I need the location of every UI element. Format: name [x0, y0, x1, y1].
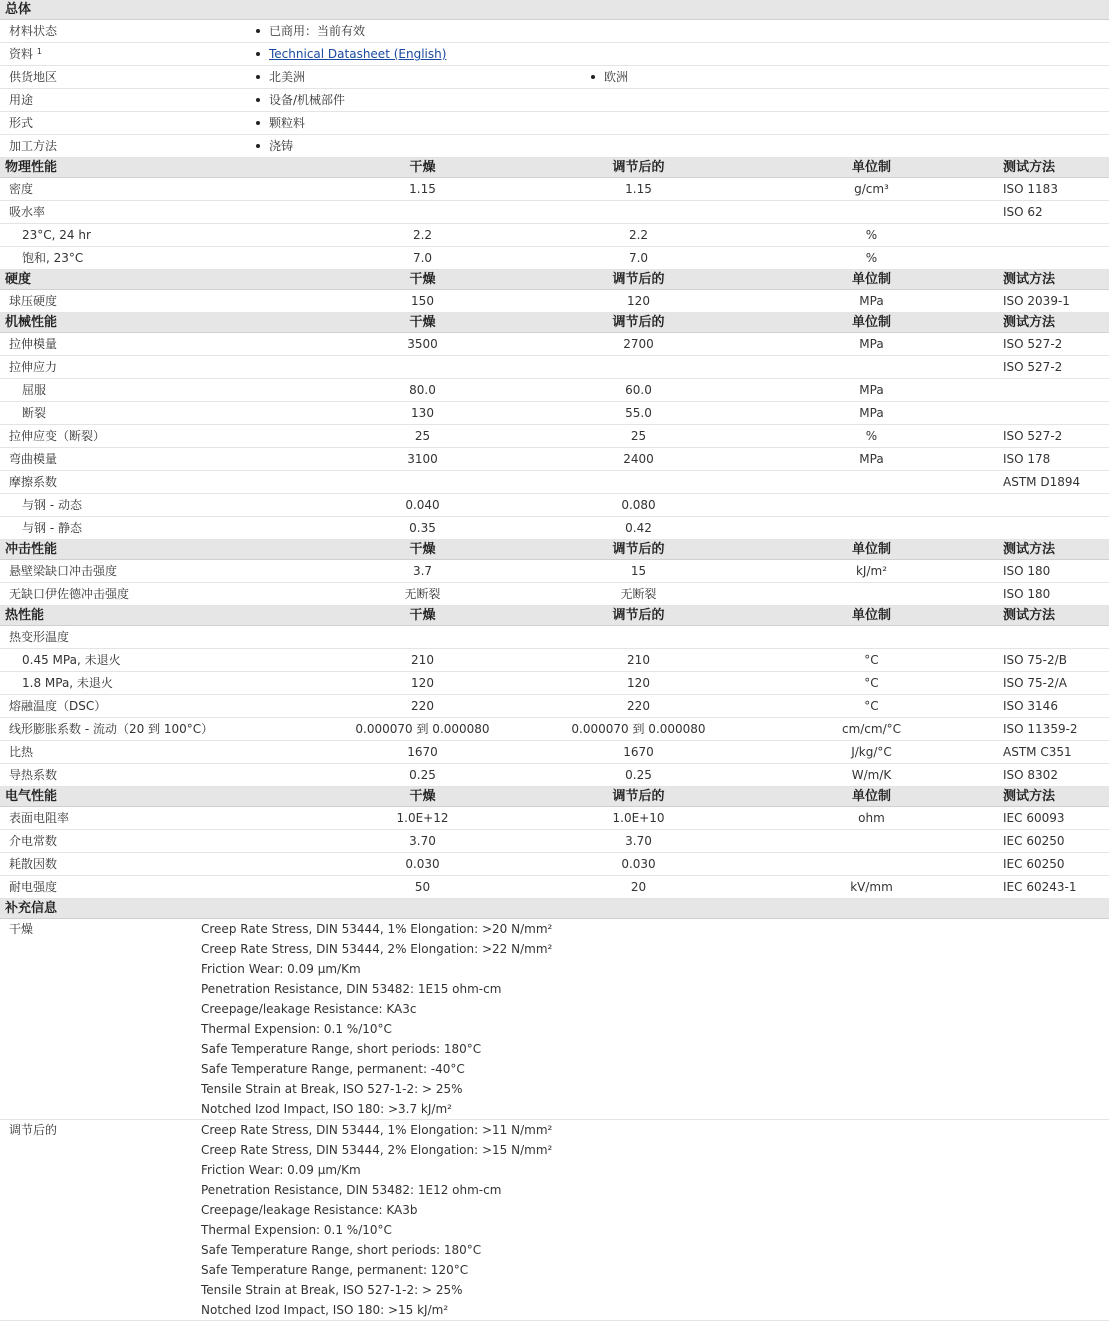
property-row [0, 448, 1109, 471]
property-row [0, 764, 1109, 787]
unit: % [865, 228, 878, 242]
value-conditioned: 7.0 [628, 251, 649, 265]
property-label: 耗散因数 [9, 857, 58, 871]
section-header [0, 787, 1109, 807]
column-header-unit: 单位制 [851, 542, 891, 557]
supplementary-item: Penetration Resistance, DIN 53482: 1E15 ohm-cm [201, 982, 502, 996]
property-row [0, 494, 1109, 517]
property-label: 拉伸模量 [9, 337, 58, 351]
column-header-unit: 单位制 [851, 789, 891, 804]
property-label: 饱和, 23°C [22, 251, 84, 265]
supplementary-item: Safe Temperature Range, permanent: -40°C [201, 1062, 465, 1076]
bullet-icon [591, 75, 595, 79]
value-dry: 0.030 [405, 857, 440, 871]
unit: MPa [859, 337, 884, 351]
value-conditioned: 1.0E+10 [612, 811, 665, 825]
info-value-text: 已商用：当前有效 [269, 24, 366, 38]
value-conditioned: 2.2 [628, 228, 649, 242]
info-value [256, 66, 305, 89]
info-value [591, 66, 628, 89]
test-method: IEC 60250 [1003, 834, 1065, 848]
value-dry: 80.0 [409, 383, 436, 397]
bullet-icon [256, 144, 260, 148]
column-header-unit: 单位制 [851, 608, 891, 623]
info-row-status [0, 20, 1109, 43]
supplementary-item: Tensile Strain at Break, ISO 527-1-2: > 25% [201, 1283, 463, 1297]
test-method: ISO 1183 [1003, 182, 1058, 196]
column-header-test-method: 测试方法 [1003, 542, 1056, 557]
property-label: 介电常数 [9, 834, 58, 848]
test-method: IEC 60093 [1003, 811, 1065, 825]
info-label: 供货地区 [9, 70, 58, 84]
value-dry: 220 [411, 699, 434, 713]
unit: °C [864, 676, 879, 690]
column-header-test-method: 测试方法 [1003, 315, 1056, 330]
value-dry: 210 [411, 653, 434, 667]
value-dry: 150 [411, 294, 434, 308]
property-row [0, 718, 1109, 741]
bullet-icon [256, 121, 260, 125]
section-title: 热性能 [5, 608, 45, 623]
test-method: ASTM C351 [1003, 745, 1072, 759]
value-conditioned: 25 [630, 429, 647, 443]
info-row-documents [0, 43, 1109, 66]
supplementary-item: Notched Izod Impact, ISO 180: >15 kJ/m² [201, 1303, 449, 1317]
unit: kJ/m² [855, 564, 888, 578]
test-method: ISO 527-2 [1003, 429, 1063, 443]
bullet-icon [256, 75, 260, 79]
value-dry: 0.000070 到 0.000080 [355, 722, 490, 736]
info-label-text: 资料 [9, 47, 34, 61]
property-label: 表面电阻率 [9, 811, 70, 825]
section-title: 电气性能 [5, 789, 58, 804]
value-conditioned: 0.25 [625, 768, 652, 782]
supplementary-item: Penetration Resistance, DIN 53482: 1E12 ohm-cm [201, 1183, 502, 1197]
supplementary-info [0, 919, 1109, 1321]
section-header-general [0, 0, 1109, 20]
column-header-dry: 干燥 [409, 542, 436, 557]
value-conditioned: 3.70 [625, 834, 652, 848]
value-dry: 1670 [407, 745, 438, 759]
info-value [256, 20, 365, 43]
property-label: 吸水率 [9, 205, 46, 219]
info-value [256, 43, 446, 66]
value-conditioned: 120 [627, 676, 650, 690]
unit: MPa [859, 452, 884, 466]
test-method: ISO 527-2 [1003, 337, 1063, 351]
property-label: 悬壁梁缺口冲击强度 [9, 564, 118, 578]
bullet-icon [256, 52, 260, 56]
supplementary-item: Notched Izod Impact, ISO 180: >3.7 kJ/m² [201, 1102, 452, 1116]
property-label: 线形膨胀系数 - 流动（20 到 100°C） [9, 722, 214, 736]
property-label: 与钢 - 静态 [22, 521, 82, 535]
info-label: 用途 [9, 93, 34, 107]
supplementary-group-label: 调节后的 [9, 1123, 58, 1137]
property-row [0, 224, 1109, 247]
supplementary-list [0, 919, 1109, 1119]
value-conditioned: 20 [630, 880, 647, 894]
column-header-test-method: 测试方法 [1003, 789, 1056, 804]
supplementary-item: Creepage/leakage Resistance: KA3c [201, 1002, 417, 1016]
property-row [0, 379, 1109, 402]
section-title: 总体 [5, 2, 32, 17]
supplementary-item: Safe Temperature Range, short periods: 180°C [201, 1042, 482, 1056]
supplementary-group-label: 干燥 [9, 922, 34, 936]
value-dry: 130 [411, 406, 434, 420]
test-method: ISO 180 [1003, 564, 1051, 578]
property-label: 热变形温度 [9, 630, 70, 644]
unit: ohm [858, 811, 885, 825]
property-row [0, 517, 1109, 540]
property-label: 摩擦系数 [9, 475, 58, 489]
property-row [0, 178, 1109, 201]
section-header-supplementary [0, 899, 1109, 919]
info-value-text: 欧洲 [604, 70, 629, 84]
value-dry: 无断裂 [404, 587, 441, 601]
value-dry: 3.7 [412, 564, 433, 578]
unit: MPa [859, 406, 884, 420]
property-row [0, 741, 1109, 764]
section-header [0, 158, 1109, 178]
test-method: ISO 62 [1003, 205, 1043, 219]
property-sections [0, 158, 1109, 899]
column-header-conditioned: 调节后的 [612, 789, 665, 804]
value-conditioned: 1670 [623, 745, 654, 759]
info-value [256, 112, 305, 135]
section-header [0, 540, 1109, 560]
column-header-test-method: 测试方法 [1003, 608, 1056, 623]
test-method: ASTM D1894 [1003, 475, 1081, 489]
value-conditioned: 2400 [623, 452, 654, 466]
property-row [0, 649, 1109, 672]
property-label: 23°C, 24 hr [22, 228, 91, 242]
supplementary-item: Thermal Expension: 0.1 %/10°C [201, 1223, 392, 1237]
property-row [0, 471, 1109, 494]
test-method: ISO 75-2/A [1003, 676, 1067, 690]
value-dry: 50 [414, 880, 431, 894]
property-row [0, 695, 1109, 718]
property-row [0, 853, 1109, 876]
info-value [256, 135, 293, 158]
supplementary-item: Friction Wear: 0.09 µm/Km [201, 1163, 361, 1177]
info-value-text: 颗粒料 [269, 116, 306, 130]
unit: °C [864, 653, 879, 667]
value-conditioned: 220 [627, 699, 650, 713]
property-label: 屈服 [22, 383, 47, 397]
info-value-text: 北美洲 [269, 70, 306, 84]
property-row [0, 876, 1109, 899]
column-header-conditioned: 调节后的 [612, 160, 665, 175]
property-label: 导热系数 [9, 768, 58, 782]
section-header [0, 606, 1109, 626]
column-header-conditioned: 调节后的 [612, 608, 665, 623]
value-dry: 0.040 [405, 498, 440, 512]
value-dry: 3.70 [409, 834, 436, 848]
property-row [0, 333, 1109, 356]
unit: MPa [859, 383, 884, 397]
info-value-text: 设备/机械部件 [269, 93, 346, 107]
column-header-conditioned: 调节后的 [612, 315, 665, 330]
unit: kV/mm [850, 880, 893, 894]
test-method: IEC 60250 [1003, 857, 1065, 871]
test-method: ISO 178 [1003, 452, 1051, 466]
test-method: IEC 60243-1 [1003, 880, 1077, 894]
property-row [0, 247, 1109, 270]
section-title: 冲击性能 [5, 542, 58, 557]
section-header [0, 270, 1109, 290]
column-header-conditioned: 调节后的 [612, 272, 665, 287]
test-method: ISO 11359-2 [1003, 722, 1078, 736]
section-title: 物理性能 [5, 160, 58, 175]
info-label: 材料状态 [9, 24, 58, 38]
supplementary-item: Creep Rate Stress, DIN 53444, 2% Elongation: >22 N/mm² [201, 942, 553, 956]
unit: cm/cm/°C [841, 722, 902, 736]
info-row-forms [0, 112, 1109, 135]
property-row [0, 402, 1109, 425]
unit: W/m/K [851, 768, 892, 782]
property-label: 无缺口伊佐德冲击强度 [9, 587, 130, 601]
property-label: 密度 [9, 182, 34, 196]
supplementary-item: Creep Rate Stress, DIN 53444, 2% Elongation: >15 N/mm² [201, 1143, 553, 1157]
column-header-dry: 干燥 [409, 160, 436, 175]
unit: MPa [859, 294, 884, 308]
supplementary-group [0, 919, 1109, 1120]
info-value [256, 89, 345, 112]
value-conditioned: 210 [627, 653, 650, 667]
column-header-test-method: 测试方法 [1003, 160, 1056, 175]
unit: % [865, 251, 878, 265]
supplementary-item: Thermal Expension: 0.1 %/10°C [201, 1022, 392, 1036]
value-dry: 25 [414, 429, 431, 443]
value-conditioned: 0.080 [621, 498, 656, 512]
value-conditioned: 0.42 [625, 521, 652, 535]
info-row-processing [0, 135, 1109, 158]
column-header-unit: 单位制 [851, 315, 891, 330]
value-dry: 1.15 [409, 182, 436, 196]
column-header-unit: 单位制 [851, 160, 891, 175]
value-conditioned: 55.0 [625, 406, 652, 420]
property-row [0, 626, 1109, 649]
value-conditioned: 2700 [623, 337, 654, 351]
supplementary-group [0, 1120, 1109, 1321]
technical-datasheet-link[interactable]: Technical Datasheet (English) [269, 47, 447, 61]
column-header-dry: 干燥 [409, 789, 436, 804]
property-row [0, 290, 1109, 313]
section-header [0, 313, 1109, 333]
bullet-icon [256, 98, 260, 102]
value-conditioned: 0.030 [621, 857, 656, 871]
unit: g/cm³ [854, 182, 889, 196]
section-title: 机械性能 [5, 315, 58, 330]
supplementary-item: Safe Temperature Range, short periods: 180°C [201, 1243, 482, 1257]
footnote-marker: 1 [36, 47, 42, 56]
column-header-dry: 干燥 [409, 272, 436, 287]
property-label: 0.45 MPa, 未退火 [22, 653, 121, 667]
property-label: 熔融温度（DSC） [9, 699, 107, 713]
column-header-dry: 干燥 [409, 608, 436, 623]
value-dry: 7.0 [412, 251, 433, 265]
section-title: 硬度 [5, 272, 32, 287]
value-conditioned: 15 [630, 564, 647, 578]
value-conditioned: 无断裂 [620, 587, 657, 601]
section-title: 补充信息 [5, 901, 58, 916]
column-header-test-method: 测试方法 [1003, 272, 1056, 287]
value-dry: 0.25 [409, 768, 436, 782]
supplementary-item: Tensile Strain at Break, ISO 527-1-2: > 25% [201, 1082, 463, 1096]
property-label: 1.8 MPa, 未退火 [22, 676, 113, 690]
supplementary-item: Safe Temperature Range, permanent: 120°C [201, 1263, 469, 1277]
unit: J/kg/°C [851, 745, 892, 759]
property-label: 耐电强度 [9, 880, 58, 894]
test-method: ISO 75-2/B [1003, 653, 1067, 667]
property-row [0, 560, 1109, 583]
value-dry: 3500 [407, 337, 438, 351]
property-row [0, 425, 1109, 448]
info-row-uses [0, 89, 1109, 112]
property-row [0, 201, 1109, 224]
test-method: ISO 527-2 [1003, 360, 1063, 374]
property-row [0, 830, 1109, 853]
test-method: ISO 8302 [1003, 768, 1058, 782]
supplementary-item: Creep Rate Stress, DIN 53444, 1% Elongation: >11 N/mm² [201, 1123, 553, 1137]
test-method: ISO 3146 [1003, 699, 1058, 713]
info-row-availability [0, 66, 1109, 89]
column-header-conditioned: 调节后的 [612, 542, 665, 557]
supplementary-item: Creep Rate Stress, DIN 53444, 1% Elongation: >20 N/mm² [201, 922, 553, 936]
value-dry: 3100 [407, 452, 438, 466]
property-row [0, 807, 1109, 830]
value-conditioned: 60.0 [625, 383, 652, 397]
property-row [0, 583, 1109, 606]
property-row [0, 356, 1109, 379]
value-dry: 2.2 [412, 228, 433, 242]
property-label: 比热 [9, 745, 34, 759]
property-label: 球压硬度 [9, 294, 58, 308]
unit: °C [864, 699, 879, 713]
property-label: 弯曲模量 [9, 452, 58, 466]
info-label: 形式 [9, 116, 34, 130]
info-label [9, 43, 42, 66]
property-row [0, 672, 1109, 695]
column-header-unit: 单位制 [851, 272, 891, 287]
value-dry: 1.0E+12 [396, 811, 449, 825]
test-method: ISO 180 [1003, 587, 1051, 601]
value-conditioned: 1.15 [625, 182, 652, 196]
supplementary-item: Friction Wear: 0.09 µm/Km [201, 962, 361, 976]
property-label: 断裂 [22, 406, 47, 420]
test-method: ISO 2039-1 [1003, 294, 1070, 308]
unit: % [865, 429, 878, 443]
property-label: 与钢 - 动态 [22, 498, 82, 512]
column-header-dry: 干燥 [409, 315, 436, 330]
info-value-text: 浇铸 [269, 139, 294, 153]
info-label: 加工方法 [9, 139, 58, 153]
value-dry: 0.35 [409, 521, 436, 535]
value-conditioned: 0.000070 到 0.000080 [571, 722, 706, 736]
value-dry: 120 [411, 676, 434, 690]
property-label: 拉伸应变（断裂） [9, 429, 106, 443]
supplementary-list [0, 1120, 1109, 1320]
bullet-icon [256, 29, 260, 33]
property-label: 拉伸应力 [9, 360, 58, 374]
value-conditioned: 120 [627, 294, 650, 308]
supplementary-item: Creepage/leakage Resistance: KA3b [201, 1203, 418, 1217]
